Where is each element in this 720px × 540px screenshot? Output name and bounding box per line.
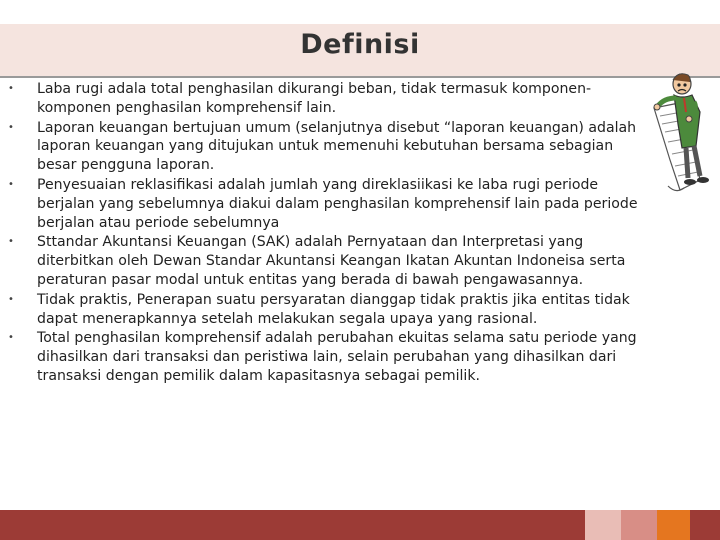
- list-item: [8, 329, 648, 385]
- bullet-icon: •: [8, 293, 14, 305]
- list-item: [8, 119, 648, 175]
- list-item: [8, 80, 648, 118]
- man-reading-long-receipt-icon: [640, 68, 720, 196]
- bullet-icon: •: [8, 178, 14, 190]
- list-item-text: Tidak praktis, Penerapan suatu persyaratan dianggap tidak praktis jika entitas tidak dapat menerapkannya setelah melakukan segala upaya yang rasional.: [37, 291, 630, 327]
- definition-list: [8, 80, 648, 387]
- footer-accent-block: [657, 510, 690, 540]
- list-item: [8, 291, 648, 329]
- bullet-icon: •: [8, 236, 14, 248]
- list-item-text: Total penghasilan komprehensif adalah perubahan ekuitas selama satu periode yang dihasilkan dari transaksi dan peristiwa lain, selain perubahan yang dihasilkan dari transaksi dengan pemilik dalam kapasitasnya sebagai pemilik.: [37, 330, 637, 384]
- list-item-text: Laporan keuangan bertujuan umum (selanjutnya disebut “laporan keuangan) adalah laporan keuangan yang ditujukan untuk memenuhi kebutuhan bersama sebagian besar pengguna laporan.: [37, 119, 637, 174]
- bullet-icon: •: [8, 121, 14, 133]
- footer-accent-block: [621, 510, 657, 540]
- list-item: [8, 233, 648, 289]
- bullet-icon: •: [8, 332, 14, 344]
- top-strip: [0, 0, 720, 10]
- list-item-text: Penyesuaian reklasifikasi adalah jumlah yang direklasiikasi ke laba rugi periode berjalan yang sebelumnya diakui dalam penghasilan komprehensif lain pada periode berjalan atau periode sebelumnya: [37, 176, 638, 231]
- list-item-text: Laba rugi adala total penghasilan dikurangi beban, tidak termasuk komponen-komponen penghasilan komprehensif lain.: [37, 81, 592, 116]
- footer-accent-block: [585, 510, 621, 540]
- slide-title: Definisi: [300, 29, 420, 60]
- list-item-text: Sttandar Akuntansi Keuangan (SAK) adalah Pernyataan dan Interpretasi yang diterbitkan oleh Dewan Standar Akuntansi Keangan Ikatan Akuntan Indoneisa serta peraturan pasar modal untuk entitas yang berada di bawah pengawasannya.: [37, 234, 626, 288]
- bullet-icon: •: [8, 83, 14, 94]
- list-item: [8, 176, 648, 232]
- footer-accent-block: [690, 510, 720, 540]
